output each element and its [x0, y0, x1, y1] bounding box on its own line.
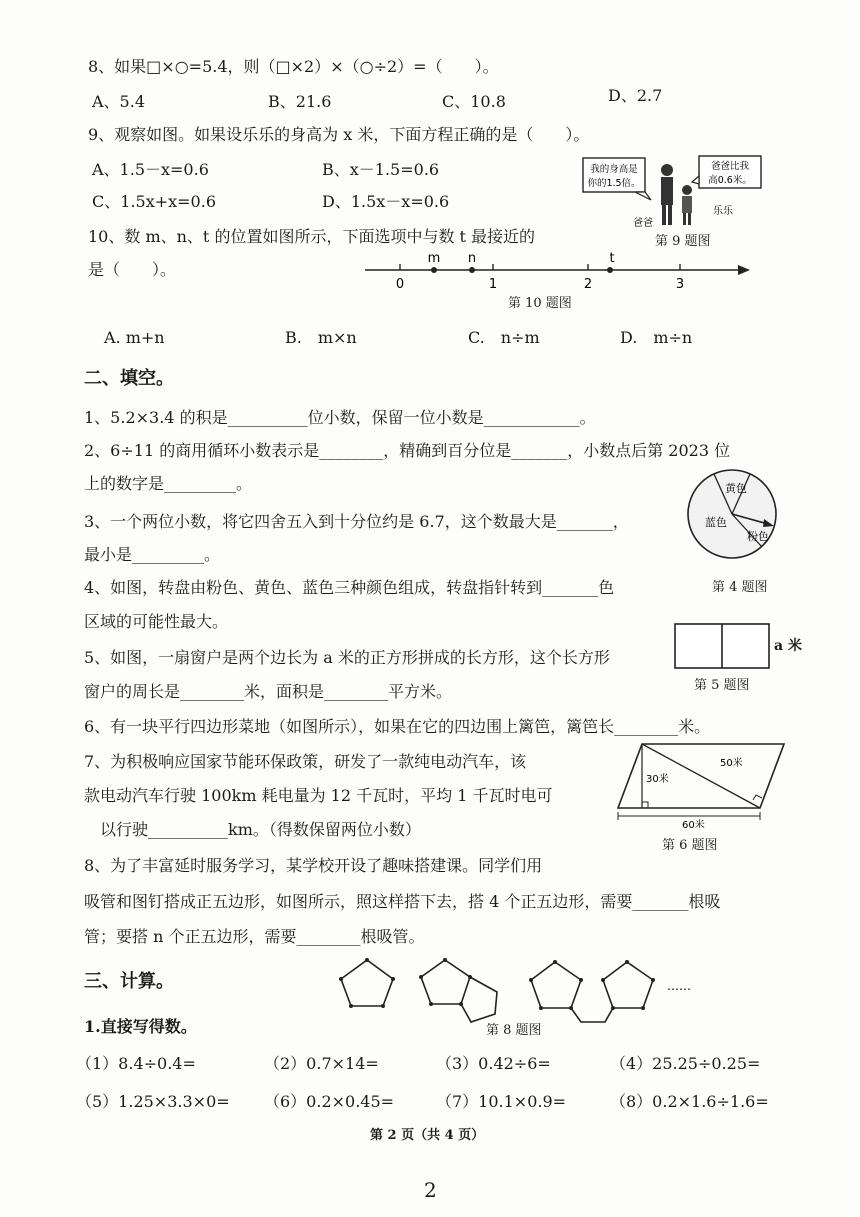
point-label-m: m — [427, 252, 441, 266]
q8-option-c: C、10.8 — [442, 92, 506, 111]
q10-stem-line1: 10、数 m、n、t 的位置如图所示，下面选项中与数 t 最接近的 — [88, 227, 536, 246]
fill-3-line1: 3、一个两位小数，将它四舍五入到十分位约是 6.7，这个数最大是_______， — [84, 512, 629, 531]
q9-option-a: A、1.5－x=0.6 — [92, 160, 209, 179]
label-kid: 乐乐 — [713, 206, 733, 217]
number-line-arrow-icon — [738, 265, 750, 275]
spinner-svg — [686, 468, 778, 560]
dad-figure-icon — [661, 164, 673, 225]
q10-option-b: B. m×n — [285, 328, 357, 347]
point-label-t: t — [609, 252, 615, 266]
window-figure — [673, 622, 771, 672]
q9-option-b: B、x－1.5=0.6 — [322, 160, 440, 179]
tick-label-1: 1 — [488, 277, 498, 292]
q8-option-d: D、2.7 — [608, 86, 663, 105]
section-3-title: 三、计算。 — [84, 971, 174, 992]
fill-7-line3: 以行驶__________km。（得数保留两位小数） — [100, 820, 421, 839]
q8-stem: 8、如果□×○=5.4，则（□×2）×（○÷2）=（ ）。 — [88, 57, 499, 76]
fill-4-line2: 区域的可能性最大。 — [84, 612, 229, 631]
fill-2-line1: 2、6÷11 的商用循环小数表示是________，精确到百分位是_______，小数点后第 2023 位 — [84, 441, 731, 460]
q10-option-a: A. m+n — [104, 328, 165, 347]
label-60m: 60米 — [682, 820, 705, 828]
section-2-title: 二、填空。 — [84, 368, 174, 389]
page-number: 2 — [424, 1178, 437, 1202]
point-m — [431, 267, 437, 273]
spinner-label-blue: 蓝色 — [705, 516, 727, 529]
pentagon-bridge — [571, 1008, 613, 1022]
kid-figure-icon — [682, 185, 692, 225]
window-svg — [673, 622, 771, 672]
pentagon-3 — [531, 962, 581, 1008]
pentagons-figure — [335, 952, 695, 1024]
tick-label-2: 2 — [583, 277, 593, 292]
fill-1: 1、5.2×3.4 的积是__________位小数，保留一位小数是____________。 — [84, 408, 596, 427]
calc-3: （3）0.42÷6= — [436, 1054, 551, 1073]
fill-8-line1: 8、为了丰富延时服务学习，某学校开设了趣味搭建课。同学们用 — [84, 856, 543, 875]
q9-figure-caption: 第 9 题图 — [655, 234, 711, 249]
page-info: 第 2 页（共 4 页） — [370, 1128, 485, 1143]
calc-6: （6）0.2×0.45= — [264, 1092, 395, 1111]
fig5-side-label: a 米 — [774, 638, 802, 654]
fill-5-line2: 窗户的周长是________米，面积是________平方米。 — [84, 682, 453, 701]
pentagon-2-partial — [461, 977, 497, 1022]
pentagons-ellipsis: …… — [667, 979, 691, 993]
calc-7: （7）10.1×0.9= — [436, 1092, 567, 1111]
parallelogram-figure — [612, 738, 792, 828]
point-label-n: n — [467, 252, 477, 266]
bubble-dad-line2: 你的1.5倍。 — [587, 178, 641, 189]
fill-8-line2: 吸管和图钉搭成正五边形，如图所示，照这样搭下去，搭 4 个正五边形，需要_______根吸 — [84, 892, 721, 911]
q10-figure-caption: 第 10 题图 — [508, 296, 572, 311]
label-30m: 30米 — [646, 774, 669, 785]
q9-option-d: D、1.5x－x=0.6 — [322, 192, 450, 211]
section-3-sub1: 1.直接写得数。 — [84, 1017, 197, 1036]
fill-4-line1: 4、如图，转盘由粉色、黄色、蓝色三种颜色组成，转盘指针转到_______色 — [84, 578, 615, 597]
point-n — [469, 267, 475, 273]
fig4-caption: 第 4 题图 — [712, 580, 768, 595]
fig6-caption: 第 6 题图 — [662, 838, 718, 853]
q10-option-c: C. n÷m — [468, 328, 540, 347]
fill-8-line3: 管；要搭 n 个正五边形，需要________根吸管。 — [84, 927, 425, 946]
calc-1: （1）8.4÷0.4= — [76, 1054, 196, 1073]
q10-stem-line2: 是（ ）。 — [88, 260, 177, 279]
point-t — [607, 267, 613, 273]
number-line-svg — [360, 252, 755, 296]
parallelogram-svg — [612, 738, 792, 828]
fill-7-line1: 7、为积极响应国家节能环保政策，研发了一款纯电动汽车，该 — [84, 752, 527, 771]
fig5-caption: 第 5 题图 — [694, 678, 750, 693]
pentagon-4 — [603, 962, 653, 1008]
label-dad: 爸爸 — [633, 218, 653, 229]
q8-option-a: A、5.4 — [92, 92, 146, 111]
spinner-figure — [686, 468, 778, 560]
q8-option-b: B、21.6 — [268, 92, 332, 111]
tick-label-0: 0 — [395, 277, 405, 292]
calc-4: （4）25.25÷0.25= — [610, 1054, 761, 1073]
fig8-caption: 第 8 题图 — [486, 1023, 542, 1038]
calc-5: （5）1.25×3.3×0= — [76, 1092, 230, 1111]
pentagon-2 — [421, 960, 470, 1004]
fill-3-line2: 最小是_________。 — [84, 545, 221, 564]
spinner-label-pink: 粉色 — [747, 530, 769, 543]
calc-8: （8）0.2×1.6÷1.6= — [610, 1092, 769, 1111]
fill-2-line2: 上的数字是_________。 — [84, 474, 253, 493]
pentagon-1 — [341, 960, 393, 1006]
label-50m: 50米 — [720, 758, 743, 769]
bubble-dad-line1: 我的身高是 — [590, 164, 638, 175]
tick-label-3: 3 — [675, 277, 685, 292]
fill-6: 6、有一块平行四边形菜地（如图所示），如果在它的四边围上篱笆，篱笆长________米。 — [84, 717, 711, 736]
q9-option-c: C、1.5x+x=0.6 — [92, 192, 216, 211]
bubble-kid-line1: 爸爸比我 — [710, 161, 750, 172]
number-line — [360, 252, 755, 296]
calc-2: （2）0.7×14= — [264, 1054, 379, 1073]
pentagons-svg — [335, 952, 695, 1024]
fill-7-line2: 款电动汽车行驶 100km 耗电量为 12 千瓦时，平均 1 千瓦时电可 — [84, 786, 553, 805]
q10-option-d: D. m÷n — [620, 328, 693, 347]
q9-stem: 9、观察如图。如果设乐乐的身高为 x 米，下面方程正确的是（ ）。 — [88, 125, 590, 144]
fill-5-line1: 5、如图，一扇窗户是两个边长为 a 米的正方形拼成的长方形，这个长方形 — [84, 648, 610, 667]
bubble-kid-line2: 高0.6米。 — [708, 175, 752, 186]
spinner-label-yellow: 黄色 — [725, 482, 747, 495]
